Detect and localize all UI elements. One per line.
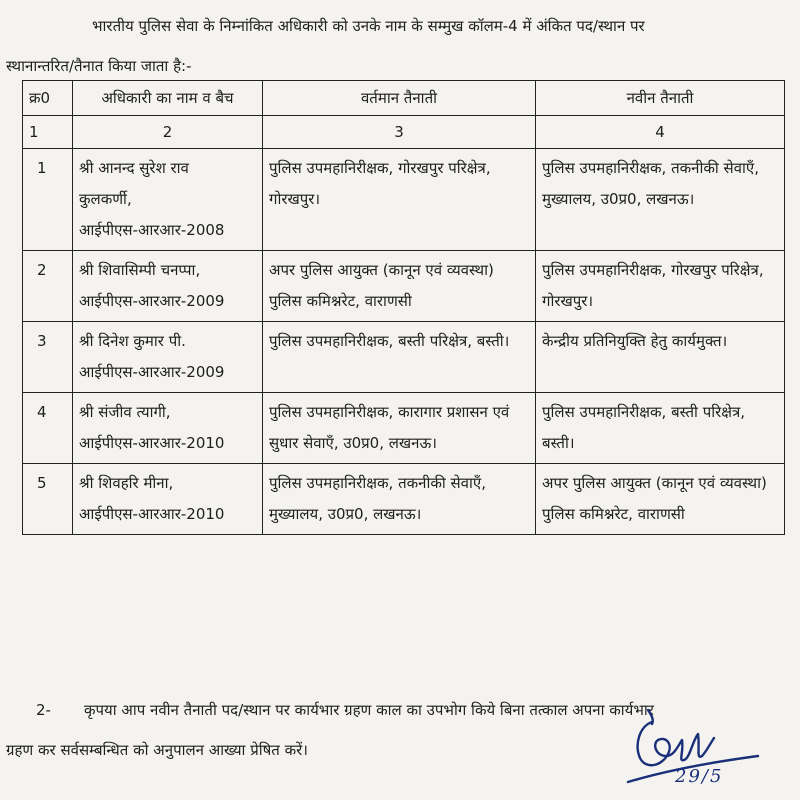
officer-name-line: श्री दिनेश कुमार पी. (79, 332, 186, 350)
officer-batch: आईपीएस-आरआर-2009 (79, 363, 225, 381)
intro-paragraph (6, 6, 791, 86)
officer-batch: आईपीएस-आरआर-2010 (79, 434, 225, 452)
current-posting: पुलिस उपमहानिरीक्षक, गोरखपुर परिक्षेत्र, गोरखपुर। (263, 149, 536, 251)
officer-name (73, 322, 263, 393)
serial-number: 2 (23, 251, 73, 322)
column-number: 2 (73, 116, 263, 149)
officer-batch: आईपीएस-आरआर-2010 (79, 505, 225, 523)
header-current-posting: वर्तमान तैनाती (263, 81, 536, 116)
transfer-table (22, 80, 785, 535)
new-posting: अपर पुलिस आयुक्त (कानून एवं व्यवस्था) पुलिस कमिश्नरेट, वाराणसी (536, 464, 785, 535)
serial-number: 4 (23, 393, 73, 464)
new-posting: पुलिस उपमहानिरीक्षक, बस्ती परिक्षेत्र, बस्ती। (536, 393, 785, 464)
column-number: 3 (263, 116, 536, 149)
officer-name-line: श्री आनन्द सुरेश राव (79, 159, 189, 177)
table-header-row (23, 81, 785, 116)
officer-name (73, 149, 263, 251)
current-posting: पुलिस उपमहानिरीक्षक, कारागार प्रशासन एवं सुधार सेवाएँ, उ0प्र0, लखनऊ। (263, 393, 536, 464)
header-officer-name: अधिकारी का नाम व बैच (73, 81, 263, 116)
new-posting: पुलिस उपमहानिरीक्षक, तकनीकी सेवाएँ, मुख्यालय, उ0प्र0, लखनऊ। (536, 149, 785, 251)
serial-number: 5 (23, 464, 73, 535)
instruction-line-2: ग्रहण कर सर्वसम्बन्धित को अनुपालन आख्या प्रेषित करें। (6, 741, 308, 759)
signature-date: 29/5 (675, 766, 724, 787)
officer-batch: आईपीएस-आरआर-2009 (79, 292, 225, 310)
officer-name (73, 251, 263, 322)
officer-name (73, 393, 263, 464)
serial-number: 3 (23, 322, 73, 393)
signature-stroke (638, 722, 714, 765)
intro-line-1: भारतीय पुलिस सेवा के निम्नांकित अधिकारी को उनके नाम के सम्मुख कॉलम-4 में अंकित पद/स्थान पर (92, 17, 645, 35)
header-new-posting: नवीन तैनाती (536, 81, 785, 116)
header-serial: क्र0 (23, 81, 73, 116)
current-posting: अपर पुलिस आयुक्त (कानून एवं व्यवस्था) पुलिस कमिश्नरेट, वाराणसी (263, 251, 536, 322)
instruction-line-1: कृपया आप नवीन तैनाती पद/स्थान पर कार्यभार ग्रहण काल का उपभोग किये बिना तत्काल अपना कार्यभार (84, 701, 654, 719)
current-posting: पुलिस उपमहानिरीक्षक, तकनीकी सेवाएँ, मुख्यालय, उ0प्र0, लखनऊ। (263, 464, 536, 535)
new-posting: केन्द्रीय प्रतिनियुक्ति हेतु कार्यमुक्त। (536, 322, 785, 393)
column-number: 4 (536, 116, 785, 149)
table-row (23, 149, 785, 251)
column-number-row (23, 116, 785, 149)
column-number: 1 (23, 116, 73, 149)
officer-name-line: कुलकर्णी, (79, 190, 132, 208)
officer-name-line: श्री शिवासिम्पी चनप्पा, (79, 261, 201, 279)
intro-line-2: स्थानान्तरित/तैनात किया जाता है:- (6, 57, 192, 75)
table-row (23, 464, 785, 535)
officer-name-line: श्री शिवहरि मीना, (79, 474, 174, 492)
table-row (23, 322, 785, 393)
serial-number: 1 (23, 149, 73, 251)
new-posting: पुलिस उपमहानिरीक्षक, गोरखपुर परिक्षेत्र, गोरखपुर। (536, 251, 785, 322)
officer-batch: आईपीएस-आरआर-2008 (79, 221, 225, 239)
table-row (23, 393, 785, 464)
officer-name-line: श्री संजीव त्यागी, (79, 403, 171, 421)
table-row (23, 251, 785, 322)
officer-name (73, 464, 263, 535)
paragraph-number: 2- (36, 701, 51, 719)
current-posting: पुलिस उपमहानिरीक्षक, बस्ती परिक्षेत्र, बस्ती। (263, 322, 536, 393)
